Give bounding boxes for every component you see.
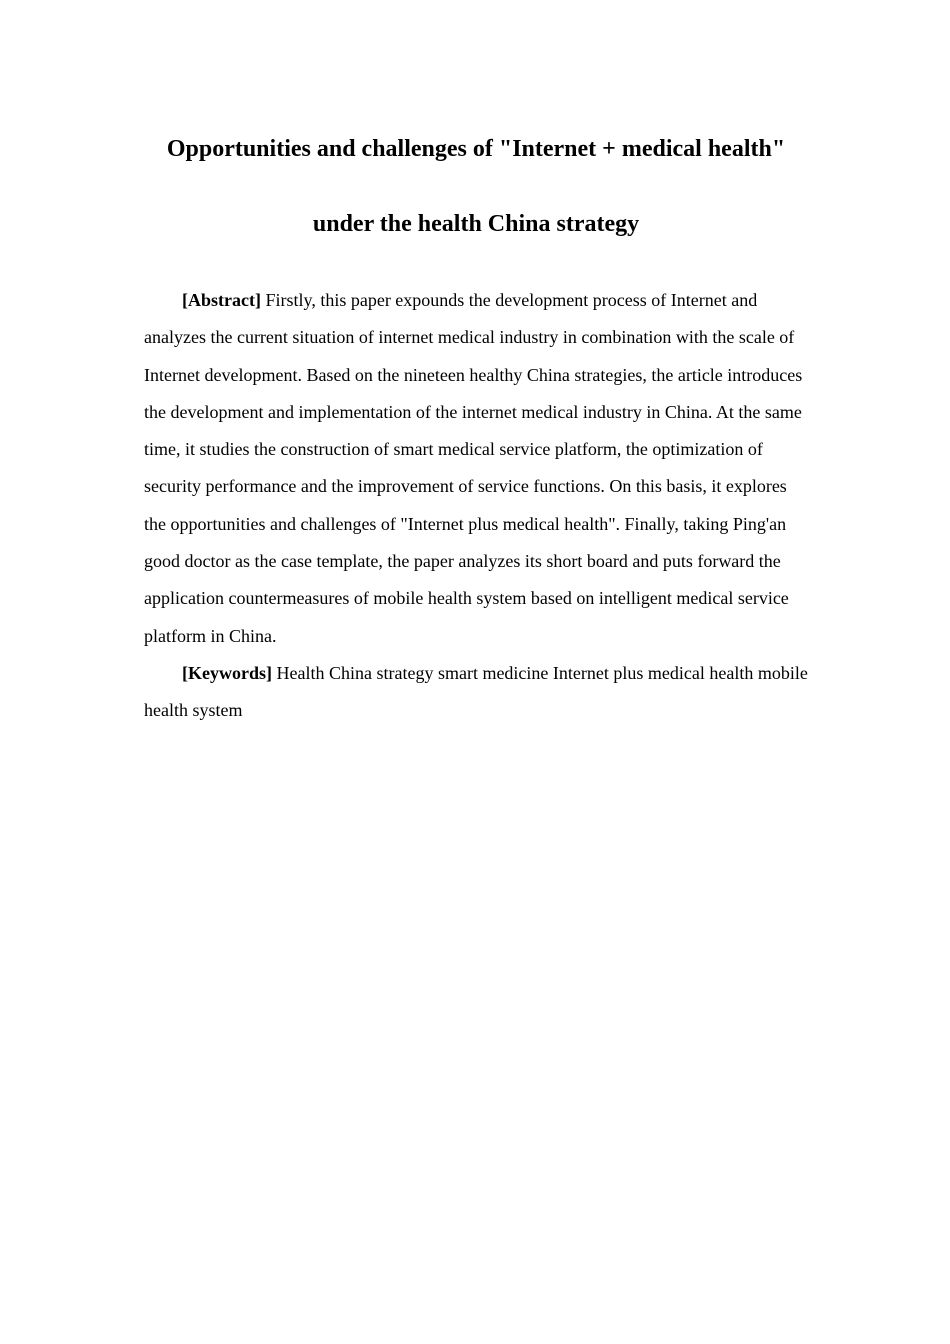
keyword-item: smart medicine (437, 662, 549, 683)
keyword-item: Internet plus medical health (552, 662, 754, 683)
abstract-paragraph (144, 282, 808, 655)
abstract-text: Firstly, this paper expounds the development process of Internet and analyzes the current situation of internet medical industry in combination with the scale of Internet development. Based on the nineteen healthy China strategies, the article introduces the development and implementation of the internet medical industry in China. At the same time, it studies the construction of smart medical service platform, the optimization of security performance and the improvement of service functions. On this basis, it explores the opportunities and challenges of "Internet plus medical health". Finally, taking Ping'an good doctor as the case template, the paper analyzes its short board and puts forward the application countermeasures of mobile health system based on intelligent medical service platform in China. (144, 290, 803, 646)
keyword-item: Health China strategy (276, 662, 434, 683)
paper-title-line-2: under the health China strategy (312, 211, 640, 237)
keywords-label: [Keywords] (182, 662, 272, 683)
paper-title-line-1: Opportunities and challenges of "Internet + medical health" (166, 136, 786, 162)
keywords-paragraph (144, 655, 808, 730)
abstract-label: [Abstract] (182, 290, 261, 310)
keyword-item: mobile health system (144, 662, 808, 721)
abstract-section (144, 282, 808, 730)
